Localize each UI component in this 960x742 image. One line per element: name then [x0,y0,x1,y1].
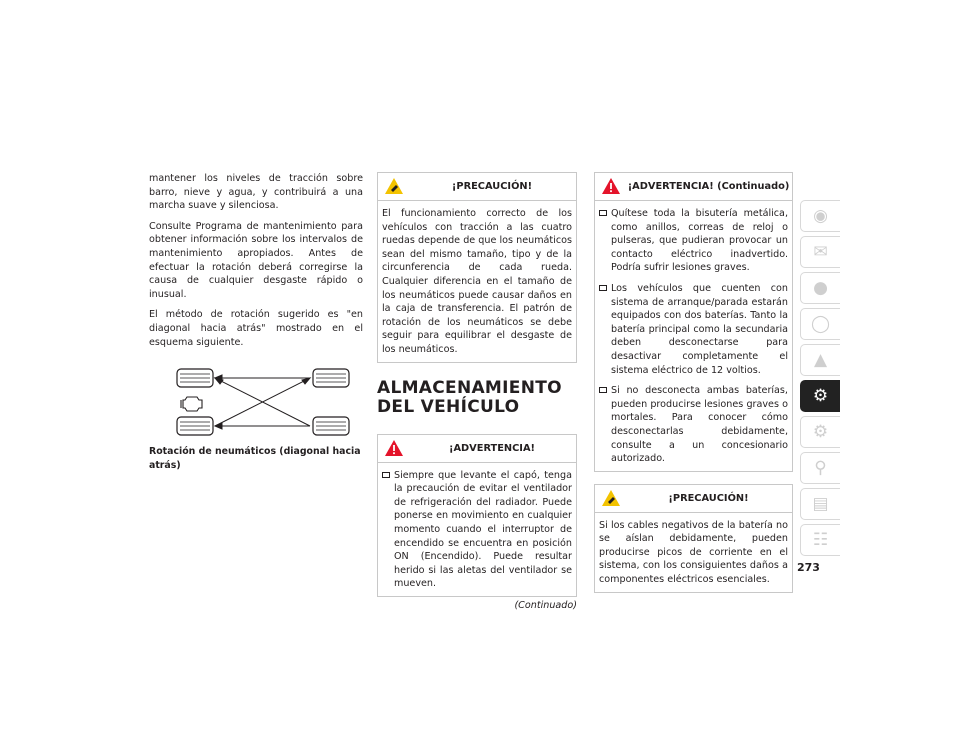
warning-bullet-text: Si no desconecta ambas baterías, pueden producirse lesiones graves o mortales. Para conocer cómo desconectarlas debidamente, consulte a un concesionario autorizado. [611,385,788,465]
warning-triangle-icon [601,177,621,195]
warning-title: ¡ADVERTENCIA! [448,442,536,454]
warning-bullet [599,384,788,466]
warning-continued-header [595,173,792,201]
left-column [149,172,363,472]
warning-box-continued [594,172,793,472]
caution-header [595,485,792,513]
right-column [594,172,793,593]
caution-box-battery [594,484,793,593]
warning-bullet-text: Los vehículos que cuenten con sistema de arranque/parada estarán equipados con dos baterías. Tanto la batería principal como la secundaria deben desconectarse para desactivar completamente el sistema eléctrico de 12 voltios. [611,282,788,376]
tire-rotation-diagram [175,367,351,437]
engine-icon [181,397,202,411]
warning-header [378,435,576,463]
gear-check-icon[interactable]: ⚙ [800,416,840,448]
car-tools-icon[interactable]: ⚙ [800,380,840,412]
paragraph-rotation-method: El método de rotación sugerido es "en diagonal hacia atrás" mostrado en el esquema siguiente. [149,309,363,348]
warning-bullet-text: Quítese toda la bisutería metálica, como anillos, correas de reloj o pulseras, que pudieran provocar un contacto eléctrico inadvertido. Podría sufrir lesiones graves. [611,208,788,274]
mail-warning-icon[interactable]: ✉ [800,236,840,268]
warning-bullet [599,282,788,377]
car-info-icon[interactable]: ◉ [800,200,840,232]
caution-title: ¡PRECAUCIÓN! [668,492,749,504]
caution-text: Si los cables negativos de la batería no se aíslan debidamente, pueden producirse picos de corriente en el sistema, con los consiguientes daños a componentes eléctricos esenciales. [599,519,788,586]
section-heading: ALMACENAMIENTO DEL VEHÍCULO [377,377,562,417]
car-crash-icon[interactable]: ▲ [800,344,840,376]
caution-title: ¡PRECAUCIÓN! [451,181,533,192]
paragraph-traction: mantener los niveles de tracción sobre barro, nieve y agua, y contribuirá a una marcha suave y silenciosa. [149,173,363,212]
bullet-square-icon [599,285,607,291]
warning-box-fan [377,434,577,597]
warning-bullet [599,207,788,275]
middle-column [377,172,577,612]
warning-triangle-icon [384,439,404,457]
warning-continued-title: ¡ADVERTENCIA! (Continuado) [627,181,790,192]
chapter-tabs [800,200,840,560]
bullet-square-icon [599,210,607,216]
page-number: 273 [797,561,820,574]
magnifier-icon[interactable]: ⚲ [800,452,840,484]
seat-airbag-icon[interactable]: ● [800,272,840,304]
continued-label: (Continuado) [514,599,577,611]
diagram-caption: Rotación de neumáticos (diagonal hacia atrás) [149,446,361,471]
caution-text: El funcionamiento correcto de los vehículos con tracción a las cuatro ruedas depende de que los neumáticos sean del mismo tamaño, tipo y de la circunferencia de cada rueda. Cualquier diferencia en el tamaño de los neumáticos puede causar daños en la caja de transferencia. El patrón de rotación de los neumáticos se debe seguir para equilibrar el desgaste de los neumáticos. [382,208,572,355]
caution-header [378,173,576,201]
multimedia-icon[interactable]: ▤ [800,488,840,520]
steering-wheel-icon[interactable]: ◯ [800,308,840,340]
warning-bullet [382,469,572,591]
bullet-square-icon [382,472,390,478]
caution-triangle-icon [384,177,404,195]
bullet-square-icon [599,387,607,393]
caution-triangle-icon [601,489,621,507]
caution-box-4wd [377,172,577,363]
warning-bullet-text: Siempre que levante el capó, tenga la precaución de evitar el ventilador de refrigeración del radiador. Puede ponerse en movimiento en cualquier momento cuando el interruptor de encendido se encuentra en posición ON (Encendido). Puede resultar herido si las aletas del ventilador se mueven. [394,469,572,590]
paragraph-maintenance: Consulte Programa de mantenimiento para obtener información sobre los intervalos de mantenimiento apropiados. Antes de efectuar la rotación deberá corregirse la causa de cualquier desgaste rápido o inusual. [149,220,363,300]
index-icon[interactable]: ☷ [800,524,840,556]
